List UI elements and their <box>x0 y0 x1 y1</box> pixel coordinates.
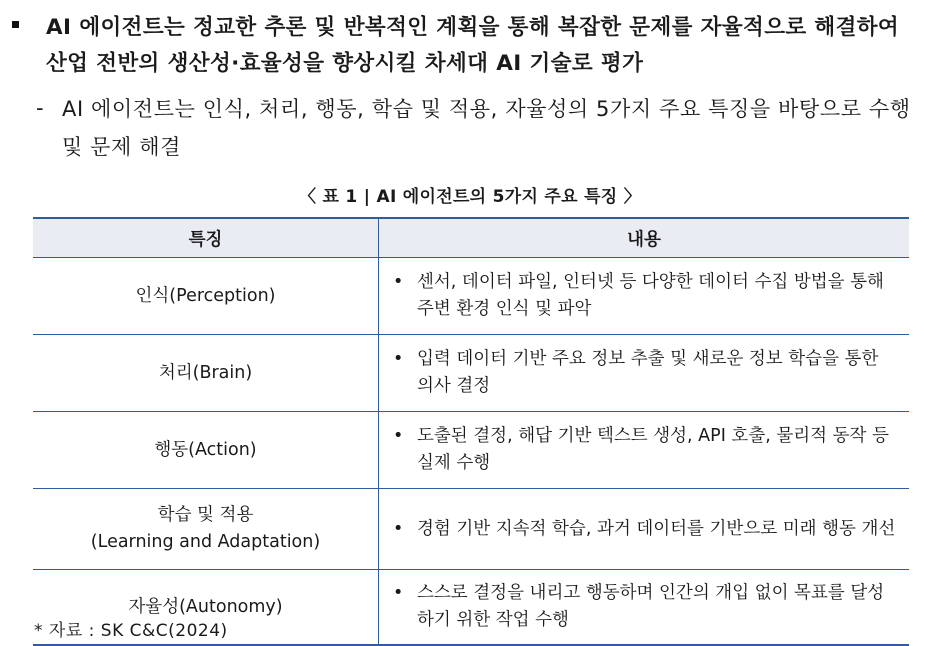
feature-label: 학습 및 적용 <box>157 505 254 525</box>
table-header-row <box>33 218 909 258</box>
content-cell <box>379 258 910 335</box>
content-text: 센서, 데이터 파일, 인터넷 등 다양한 데이터 수집 방법을 통해 주변 환경 인식 및 파악 <box>417 272 884 319</box>
bullet-dot: • <box>393 583 404 603</box>
bullet-dot: • <box>393 272 404 292</box>
source-note: * 자료 : SK C&C(2024) <box>34 621 228 641</box>
content-text: 입력 데이터 기반 주요 정보 추출 및 새로운 정보 학습을 통한 의사 결정 <box>417 349 879 396</box>
table-row <box>33 258 909 335</box>
feature-label: 처리(Brain) <box>158 362 253 383</box>
feature-label-en: (Learning and Adaptation) <box>90 532 321 552</box>
square-bullet-icon <box>12 21 19 28</box>
bullet-dot: • <box>393 349 404 369</box>
content-text: 도출된 결정, 해답 기반 텍스트 생성, API 호출, 물리적 동작 등 실제 수행 <box>417 426 889 473</box>
table-row <box>33 335 909 412</box>
header-content: 내용 <box>379 218 910 258</box>
content-cell <box>379 335 910 412</box>
sub-bullet-text: AI 에이전트는 인식, 처리, 행동, 학습 및 적용, 자율성의 5가지 주요 특징을 바탕으로 수행 및 문제 해결 <box>62 97 911 159</box>
bullet-dot: • <box>393 426 404 446</box>
table-caption: 〈 표 1 | AI 에이전트의 5가지 주요 특징 〉 <box>298 187 642 207</box>
feature-label: 인식(Perception) <box>135 285 276 306</box>
bullet-dot: • <box>393 518 404 539</box>
content-cell <box>379 489 910 570</box>
content-cell <box>379 570 910 646</box>
feature-label: 행동(Action) <box>154 439 257 460</box>
header-feature: 특징 <box>33 218 379 258</box>
features-table <box>33 217 909 646</box>
table-row <box>33 412 909 489</box>
content-text: 경험 기반 지속적 학습, 과거 데이터를 기반으로 미래 행동 개선 <box>417 518 896 539</box>
feature-cell <box>33 258 379 335</box>
feature-cell <box>33 412 379 489</box>
content-text: 스스로 결정을 내리고 행동하며 인간의 개입 없이 목표를 달성하기 위한 작업 수행 <box>417 583 885 630</box>
feature-cell <box>33 489 379 570</box>
feature-cell <box>33 335 379 412</box>
main-bullet-text: AI 에이전트는 정교한 추론 및 반복적인 계획을 통해 복잡한 문제를 자율적으로 해결하여 산업 전반의 생산성·효율성을 향상시킬 차세대 AI 기술로 평가 <box>46 15 900 76</box>
table-row <box>33 489 909 570</box>
feature-label: 자율성(Autonomy) <box>128 596 283 617</box>
dash-marker: - <box>36 96 44 120</box>
content-cell <box>379 412 910 489</box>
